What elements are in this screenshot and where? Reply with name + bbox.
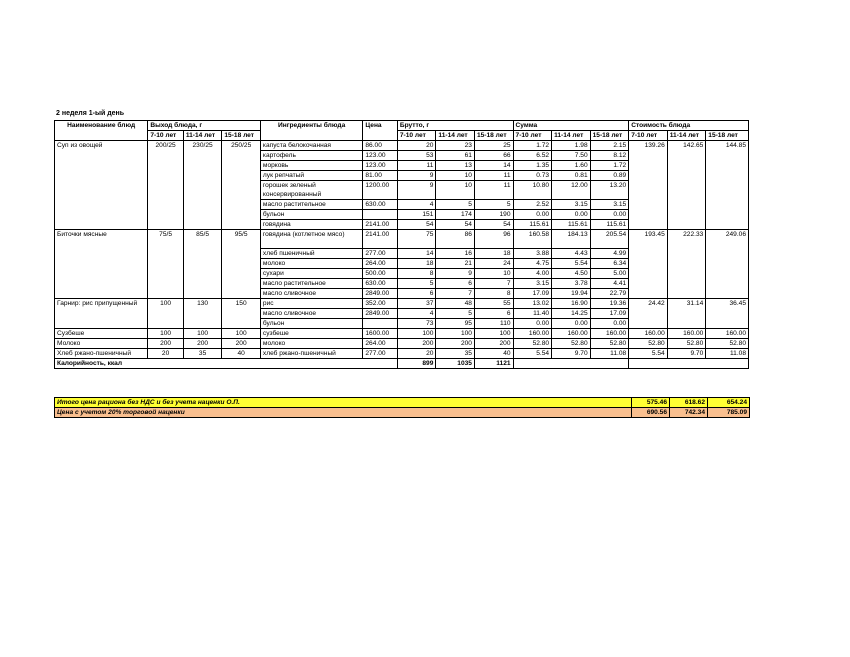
gross-value: 24 [474, 259, 513, 269]
age-header: 15-18 лет [222, 131, 261, 141]
output-value: 95/5 [222, 230, 261, 299]
age-header: 7-10 лет [148, 131, 184, 141]
sum-value: 22.79 [590, 289, 629, 299]
total-value: 785.09 [708, 408, 750, 418]
sum-value: 115.61 [513, 220, 552, 230]
dish-name: Биточки мясные [55, 230, 148, 299]
ingredient-price [363, 210, 397, 220]
ingredient-price: 81.00 [363, 171, 397, 181]
output-value: 20 [148, 349, 184, 359]
sum-value: 14.25 [552, 309, 591, 319]
output-header: Выход блюда, г [148, 121, 261, 131]
ingredient-price: 86.00 [363, 141, 397, 151]
table-row [55, 329, 749, 339]
gross-value: 40 [474, 349, 513, 359]
total-label: Цена с учетом 20% торговой наценки [55, 408, 632, 418]
output-value: 130 [183, 299, 222, 329]
totals-table [54, 397, 750, 418]
gross-value: 11 [474, 171, 513, 181]
sum-value: 184.13 [552, 230, 591, 249]
ingredient-name: масло сливочное [260, 309, 362, 319]
sum-value: 8.12 [590, 151, 629, 161]
table-row [55, 349, 749, 359]
gross-value: 11 [397, 161, 436, 171]
age-header: 11-14 лет [183, 131, 222, 141]
gross-value: 5 [397, 279, 436, 289]
dish-name-header: Наименование блюд [55, 121, 148, 141]
gross-value: 100 [474, 329, 513, 339]
gross-value: 6 [436, 279, 475, 289]
gross-value: 20 [397, 141, 436, 151]
calories-label: Калорийность, ккал [55, 359, 398, 369]
sum-value: 17.09 [590, 309, 629, 319]
sum-value: 7.50 [552, 151, 591, 161]
header-row-1 [55, 121, 749, 131]
sum-value: 1.35 [513, 161, 552, 171]
total-value: 575.46 [632, 398, 670, 408]
output-value: 85/5 [183, 230, 222, 299]
ingredient-name: морковь [260, 161, 362, 171]
gross-value: 95 [436, 319, 475, 329]
gross-value: 9 [436, 269, 475, 279]
sum-value: 3.88 [513, 249, 552, 259]
dish-cost-value: 52.80 [706, 339, 749, 349]
gross-value: 8 [474, 289, 513, 299]
dish-name: Суп из овощей [55, 141, 148, 230]
ingredient-name: масло сливочное [260, 289, 362, 299]
sum-value: 4.99 [590, 249, 629, 259]
output-value: 200 [148, 339, 184, 349]
total-value: 618.62 [670, 398, 708, 408]
gross-value: 10 [474, 269, 513, 279]
sum-value: 0.00 [590, 319, 629, 329]
dish-cost-value: 222.33 [667, 230, 706, 299]
sum-value: 0.00 [513, 319, 552, 329]
sum-value: 5.54 [513, 349, 552, 359]
gross-value: 54 [397, 220, 436, 230]
ingredient-price: 123.00 [363, 161, 397, 171]
dish-cost-value: 144.85 [706, 141, 749, 230]
sum-value: 11.40 [513, 309, 552, 319]
ingredient-price: 264.00 [363, 339, 397, 349]
dish-cost-value: 52.80 [667, 339, 706, 349]
ingredients-header: Ингредиенты блюда [260, 121, 362, 141]
sum-value: 0.00 [552, 210, 591, 220]
sum-value: 160.00 [590, 329, 629, 339]
dish-cost-value: 139.26 [629, 141, 668, 230]
ingredient-name: масло растительное [260, 279, 362, 289]
calories-value: 899 [397, 359, 436, 369]
sum-header: Сумма [513, 121, 629, 131]
ingredient-price: 2849.00 [363, 309, 397, 319]
sum-value: 160.58 [513, 230, 552, 249]
ingredient-name: масло растительное [260, 200, 362, 210]
ingredient-price: 1600.00 [363, 329, 397, 339]
ingredient-name: капуста белокочанная [260, 141, 362, 151]
ingredient-price: 277.00 [363, 349, 397, 359]
gross-value: 174 [436, 210, 475, 220]
age-header: 7-10 лет [397, 131, 436, 141]
ingredient-price: 264.00 [363, 259, 397, 269]
age-header: 7-10 лет [629, 131, 668, 141]
sum-value: 115.61 [590, 220, 629, 230]
gross-value: 96 [474, 230, 513, 249]
age-header: 11-14 лет [667, 131, 706, 141]
output-value: 150 [222, 299, 261, 329]
ingredient-price: 277.00 [363, 249, 397, 259]
sum-value: 13.20 [590, 181, 629, 200]
calories-value: 1035 [436, 359, 475, 369]
total-label: Итого цена рациона без НДС и без учета наценки О.П. [55, 398, 632, 408]
age-header: 15-18 лет [474, 131, 513, 141]
gross-value: 200 [397, 339, 436, 349]
sum-value: 0.00 [552, 319, 591, 329]
gross-value: 18 [397, 259, 436, 269]
total-without-markup-row [55, 398, 750, 408]
table-row [55, 339, 749, 349]
dish-name: Хлеб ржано-пшеничный [55, 349, 148, 359]
sum-value: 0.00 [513, 210, 552, 220]
ingredient-name: горошек зеленый консервированный [260, 181, 362, 200]
gross-value: 7 [436, 289, 475, 299]
output-value: 40 [222, 349, 261, 359]
gross-value: 4 [397, 309, 436, 319]
dish-cost-value: 160.00 [706, 329, 749, 339]
gross-value: 200 [474, 339, 513, 349]
sum-value: 3.15 [552, 200, 591, 210]
gross-value: 8 [397, 269, 436, 279]
gross-value: 5 [436, 200, 475, 210]
gross-value: 5 [436, 309, 475, 319]
sum-value: 3.15 [590, 200, 629, 210]
dish-cost-value: 5.54 [629, 349, 668, 359]
ingredient-name: молоко [260, 259, 362, 269]
dish-cost-value: 36.45 [706, 299, 749, 329]
sum-value: 52.80 [552, 339, 591, 349]
gross-value: 48 [436, 299, 475, 309]
gross-value: 75 [397, 230, 436, 249]
gross-value: 23 [436, 141, 475, 151]
ingredient-name: рис [260, 299, 362, 309]
sum-value: 0.89 [590, 171, 629, 181]
gross-value: 9 [397, 171, 436, 181]
age-header: 7-10 лет [513, 131, 552, 141]
dish-cost-value: 9.70 [667, 349, 706, 359]
sum-value: 4.41 [590, 279, 629, 289]
sum-value: 52.80 [513, 339, 552, 349]
dish-cost-value: 11.08 [706, 349, 749, 359]
gross-value: 10 [436, 171, 475, 181]
empty-cell [513, 359, 629, 369]
sum-value: 4.43 [552, 249, 591, 259]
ingredient-price: 630.00 [363, 200, 397, 210]
sum-value: 3.15 [513, 279, 552, 289]
gross-value: 61 [436, 151, 475, 161]
gross-value: 37 [397, 299, 436, 309]
sum-value: 0.00 [590, 210, 629, 220]
ingredient-price: 2141.00 [363, 220, 397, 230]
sum-value: 10.80 [513, 181, 552, 200]
menu-table [54, 120, 749, 369]
sum-value: 0.73 [513, 171, 552, 181]
ingredient-name: хлеб пшеничный [260, 249, 362, 259]
empty-cell [629, 359, 749, 369]
age-header: 11-14 лет [436, 131, 475, 141]
ingredient-price: 1200.00 [363, 181, 397, 200]
gross-value: 16 [436, 249, 475, 259]
sum-value: 6.34 [590, 259, 629, 269]
age-header: 15-18 лет [706, 131, 749, 141]
dish-cost-value: 142.65 [667, 141, 706, 230]
ingredient-name: хлеб ржано-пшеничный [260, 349, 362, 359]
menu-body [55, 141, 749, 359]
gross-value: 110 [474, 319, 513, 329]
gross-value: 20 [397, 349, 436, 359]
sum-value: 1.60 [552, 161, 591, 171]
ingredient-price [363, 319, 397, 329]
ingredient-name: говядина (котлетное мясо) [260, 230, 362, 249]
ingredient-name: молоко [260, 339, 362, 349]
gross-value: 14 [397, 249, 436, 259]
gross-value: 5 [474, 200, 513, 210]
output-value: 100 [148, 299, 184, 329]
sum-value: 52.80 [590, 339, 629, 349]
ingredient-name: картофель [260, 151, 362, 161]
dish-cost-value: 160.00 [629, 329, 668, 339]
output-value: 230/25 [183, 141, 222, 230]
gross-value: 25 [474, 141, 513, 151]
ingredient-name: сузбеше [260, 329, 362, 339]
gross-value: 11 [474, 181, 513, 200]
sum-value: 13.02 [513, 299, 552, 309]
dish-cost-value: 31.14 [667, 299, 706, 329]
gross-value: 73 [397, 319, 436, 329]
gross-value: 9 [397, 181, 436, 200]
sum-value: 2.52 [513, 200, 552, 210]
dish-cost-value: 24.42 [629, 299, 668, 329]
ingredient-price: 352.00 [363, 299, 397, 309]
total-with-markup-row [55, 408, 750, 418]
table-row [55, 230, 749, 249]
gross-value: 13 [436, 161, 475, 171]
calories-row [55, 359, 749, 369]
sum-value: 9.70 [552, 349, 591, 359]
age-header: 15-18 лет [590, 131, 629, 141]
ingredient-name: бульон [260, 319, 362, 329]
dish-cost-value: 52.80 [629, 339, 668, 349]
output-value: 200/25 [148, 141, 184, 230]
sum-value: 160.00 [552, 329, 591, 339]
gross-value: 18 [474, 249, 513, 259]
cost-header: Стоимость блюда [629, 121, 749, 131]
ingredient-name: сухари [260, 269, 362, 279]
sum-value: 4.50 [552, 269, 591, 279]
gross-value: 54 [474, 220, 513, 230]
total-value: 690.56 [632, 408, 670, 418]
gross-value: 190 [474, 210, 513, 220]
header-row-2 [55, 131, 749, 141]
ingredient-name: бульон [260, 210, 362, 220]
gross-value: 35 [436, 349, 475, 359]
price-header: Цена [363, 121, 397, 141]
ingredient-price: 500.00 [363, 269, 397, 279]
calories-value: 1121 [474, 359, 513, 369]
ingredient-name: говядина [260, 220, 362, 230]
gross-value: 21 [436, 259, 475, 269]
total-value: 654.24 [708, 398, 750, 408]
gross-value: 100 [436, 329, 475, 339]
output-value: 35 [183, 349, 222, 359]
total-value: 742.34 [670, 408, 708, 418]
dish-name: Гарнир: рис припущенный [55, 299, 148, 329]
dish-cost-value: 193.45 [629, 230, 668, 299]
sum-value: 3.78 [552, 279, 591, 289]
gross-value: 14 [474, 161, 513, 171]
sum-value: 19.36 [590, 299, 629, 309]
ingredient-price: 2141.00 [363, 230, 397, 249]
sum-value: 1.98 [552, 141, 591, 151]
sum-value: 4.00 [513, 269, 552, 279]
sum-value: 17.09 [513, 289, 552, 299]
gross-header: Брутто, г [397, 121, 513, 131]
dish-name: Сузбеше [55, 329, 148, 339]
sum-value: 16.90 [552, 299, 591, 309]
ingredient-price: 630.00 [363, 279, 397, 289]
gross-value: 6 [397, 289, 436, 299]
gross-value: 53 [397, 151, 436, 161]
sum-value: 12.00 [552, 181, 591, 200]
gross-value: 66 [474, 151, 513, 161]
sum-value: 1.72 [590, 161, 629, 171]
gross-value: 86 [436, 230, 475, 249]
sum-value: 4.75 [513, 259, 552, 269]
sum-value: 5.54 [552, 259, 591, 269]
gross-value: 100 [397, 329, 436, 339]
gross-value: 200 [436, 339, 475, 349]
output-value: 200 [222, 339, 261, 349]
sum-value: 205.54 [590, 230, 629, 249]
gross-value: 7 [474, 279, 513, 289]
output-value: 200 [183, 339, 222, 349]
gross-value: 4 [397, 200, 436, 210]
sum-value: 160.00 [513, 329, 552, 339]
gross-value: 151 [397, 210, 436, 220]
age-header: 11-14 лет [552, 131, 591, 141]
sum-value: 2.15 [590, 141, 629, 151]
gross-value: 10 [436, 181, 475, 200]
output-value: 100 [222, 329, 261, 339]
ingredient-name: лук репчатый [260, 171, 362, 181]
table-row [55, 141, 749, 151]
sum-value: 0.81 [552, 171, 591, 181]
table-row [55, 299, 749, 309]
sum-value: 115.61 [552, 220, 591, 230]
dish-cost-value: 249.06 [706, 230, 749, 299]
sum-value: 19.94 [552, 289, 591, 299]
gross-value: 6 [474, 309, 513, 319]
sum-value: 11.08 [590, 349, 629, 359]
output-value: 100 [183, 329, 222, 339]
sum-value: 1.72 [513, 141, 552, 151]
sum-value: 5.00 [590, 269, 629, 279]
ingredient-price: 2849.00 [363, 289, 397, 299]
sheet-title: 2 неделя 1-ый день [56, 110, 125, 117]
output-value: 75/5 [148, 230, 184, 299]
dish-cost-value: 160.00 [667, 329, 706, 339]
dish-name: Молоко [55, 339, 148, 349]
ingredient-price: 123.00 [363, 151, 397, 161]
sum-value: 6.52 [513, 151, 552, 161]
gross-value: 54 [436, 220, 475, 230]
gross-value: 55 [474, 299, 513, 309]
output-value: 100 [148, 329, 184, 339]
output-value: 250/25 [222, 141, 261, 230]
